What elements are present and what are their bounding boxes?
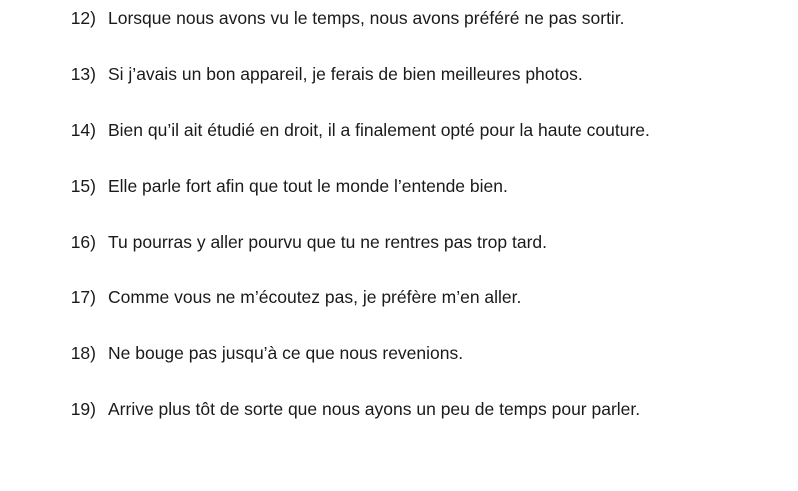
list-item-number: 14) <box>70 119 96 140</box>
list-item-text: Elle parle fort afin que tout le monde l’entende bien. <box>108 175 508 196</box>
list-item-text: Tu pourras y aller pourvu que tu ne rentres pas trop tard. <box>108 231 548 252</box>
list-item <box>56 176 768 198</box>
list-item-text: Comme vous ne m’écoutez pas, je préfère m’en aller. <box>108 287 522 308</box>
list-item-text: Arrive plus tôt de sorte que nous ayons un peu de temps pour parler. <box>108 399 641 420</box>
list-item <box>56 120 768 142</box>
list-item-number: 18) <box>70 343 96 364</box>
list-item-number: 16) <box>70 231 96 252</box>
list-item-text: Si j’avais un bon appareil, je ferais de bien meilleures photos. <box>108 63 583 84</box>
list-item-number: 15) <box>70 175 96 196</box>
list-item <box>56 64 768 86</box>
list-item-text: Bien qu’il ait étudié en droit, il a finalement opté pour la haute couture. <box>108 119 650 140</box>
list-item <box>56 399 768 421</box>
list-item-text: Ne bouge pas jusqu’à ce que nous revenions. <box>108 343 464 364</box>
list-item-text: Lorsque nous avons vu le temps, nous avons préféré ne pas sortir. <box>108 8 625 28</box>
list-item-number: 19) <box>70 399 96 420</box>
list-item-number: 13) <box>70 63 96 84</box>
list-item <box>56 8 768 30</box>
list-item <box>56 343 768 365</box>
list-item <box>56 287 768 309</box>
list-item-number: 17) <box>70 287 96 308</box>
list-item <box>56 232 768 254</box>
exercise-list <box>56 8 768 421</box>
list-item-number: 12) <box>70 8 96 28</box>
